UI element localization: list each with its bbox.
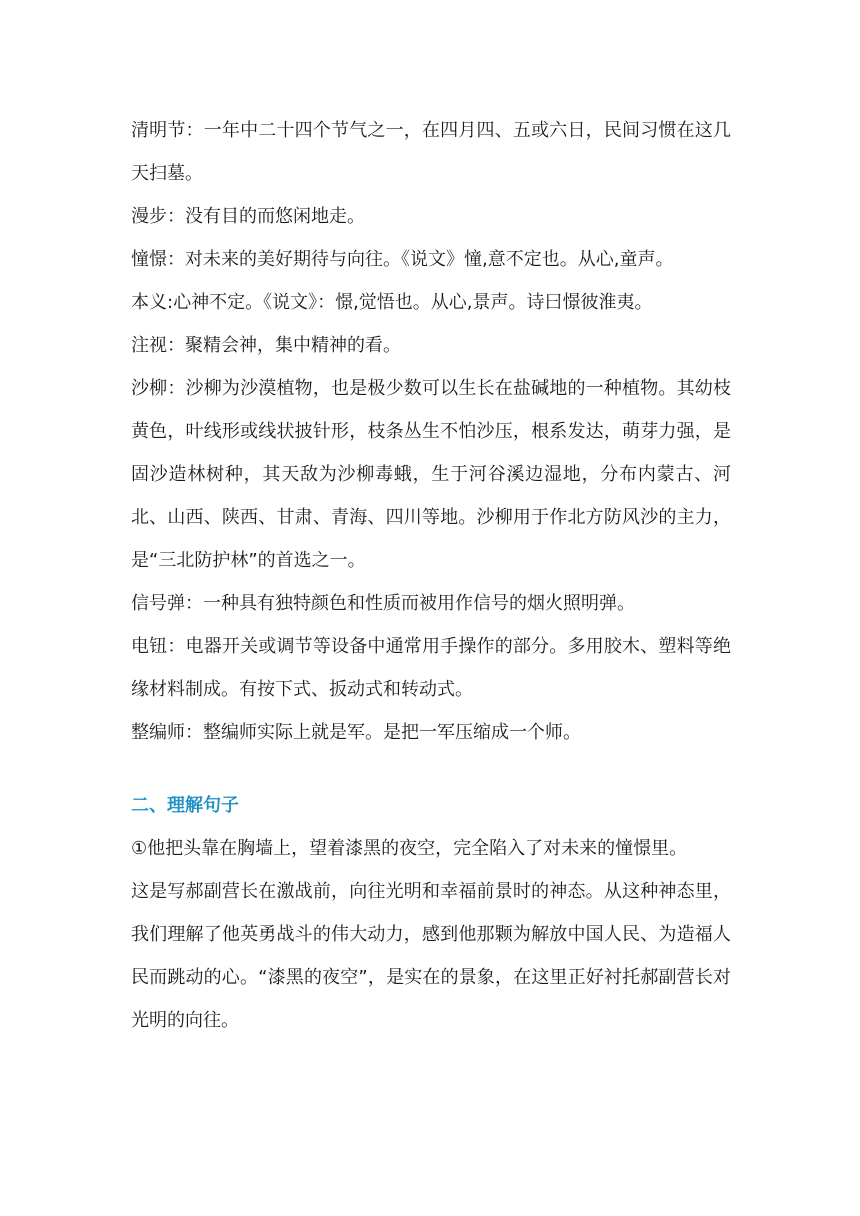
vocab-benyi: 本义:心神不定。《说文》：憬,觉悟也。从心,景声。诗曰憬彼淮夷。 (131, 292, 653, 313)
vocab-shaliu: 沙柳：沙柳为沙漠植物，也是极少数可以生长在盐碱地的一种植物。其幼枝黄色，叶线形或线状披针形，枝条丛生不怕沙压，根系发达，萌芽力强，是固沙造林树种，其天敌为沙柳毒蛾，生于河谷溪边湿地，分布内蒙古、河北、山西、陕西、甘肃、青海、四川等地。沙柳用于作北方防风沙的主力，是“三北防护林”的首选之一。 (131, 378, 731, 571)
quoted-sentence: ①他把头靠在胸墙上，望着漆黑的夜空，完全陷入了对未来的憧憬里。 (131, 838, 688, 859)
section-heading: 二、理解句子 (131, 795, 239, 816)
vocab-qingmingjie: 清明节：一年中二十四个节气之一，在四月四、五或六日，民间习惯在这几天扫墓。 (131, 120, 731, 184)
vocab-zhengbianshi: 整编师：整编师实际上就是军。是把一军压缩成一个师。 (131, 722, 581, 743)
vocab-manbu: 漫步：没有目的而悠闲地走。 (131, 206, 365, 227)
vocab-xinhaodan: 信号弹：一种具有独特颜色和性质而被用作信号的烟火照明弹。 (131, 593, 635, 614)
vocab-zhushi: 注视：聚精会神，集中精神的看。 (131, 335, 401, 356)
document-page (131, 109, 731, 1042)
section-gap (131, 754, 731, 784)
vocab-chongjing: 憧憬：对未来的美好期待与向往。《说文》憧,意不定也。从心,童声。 (131, 249, 674, 270)
sentence-explanation: 这是写郝副营长在激战前，向往光明和幸福前景时的神态。从这种神态里，我们理解了他英勇战斗的伟大动力，感到他那颗为解放中国人民、为造福人民而跳动的心。“漆黑的夜空”，是实在的景象，在这里正好衬托郝副营长对光明的向往。 (131, 881, 731, 1031)
vocab-dianniu: 电钮：电器开关或调节等设备中通常用手操作的部分。多用胶木、塑料等绝缘材料制成。有按下式、扳动式和转动式。 (131, 636, 731, 700)
